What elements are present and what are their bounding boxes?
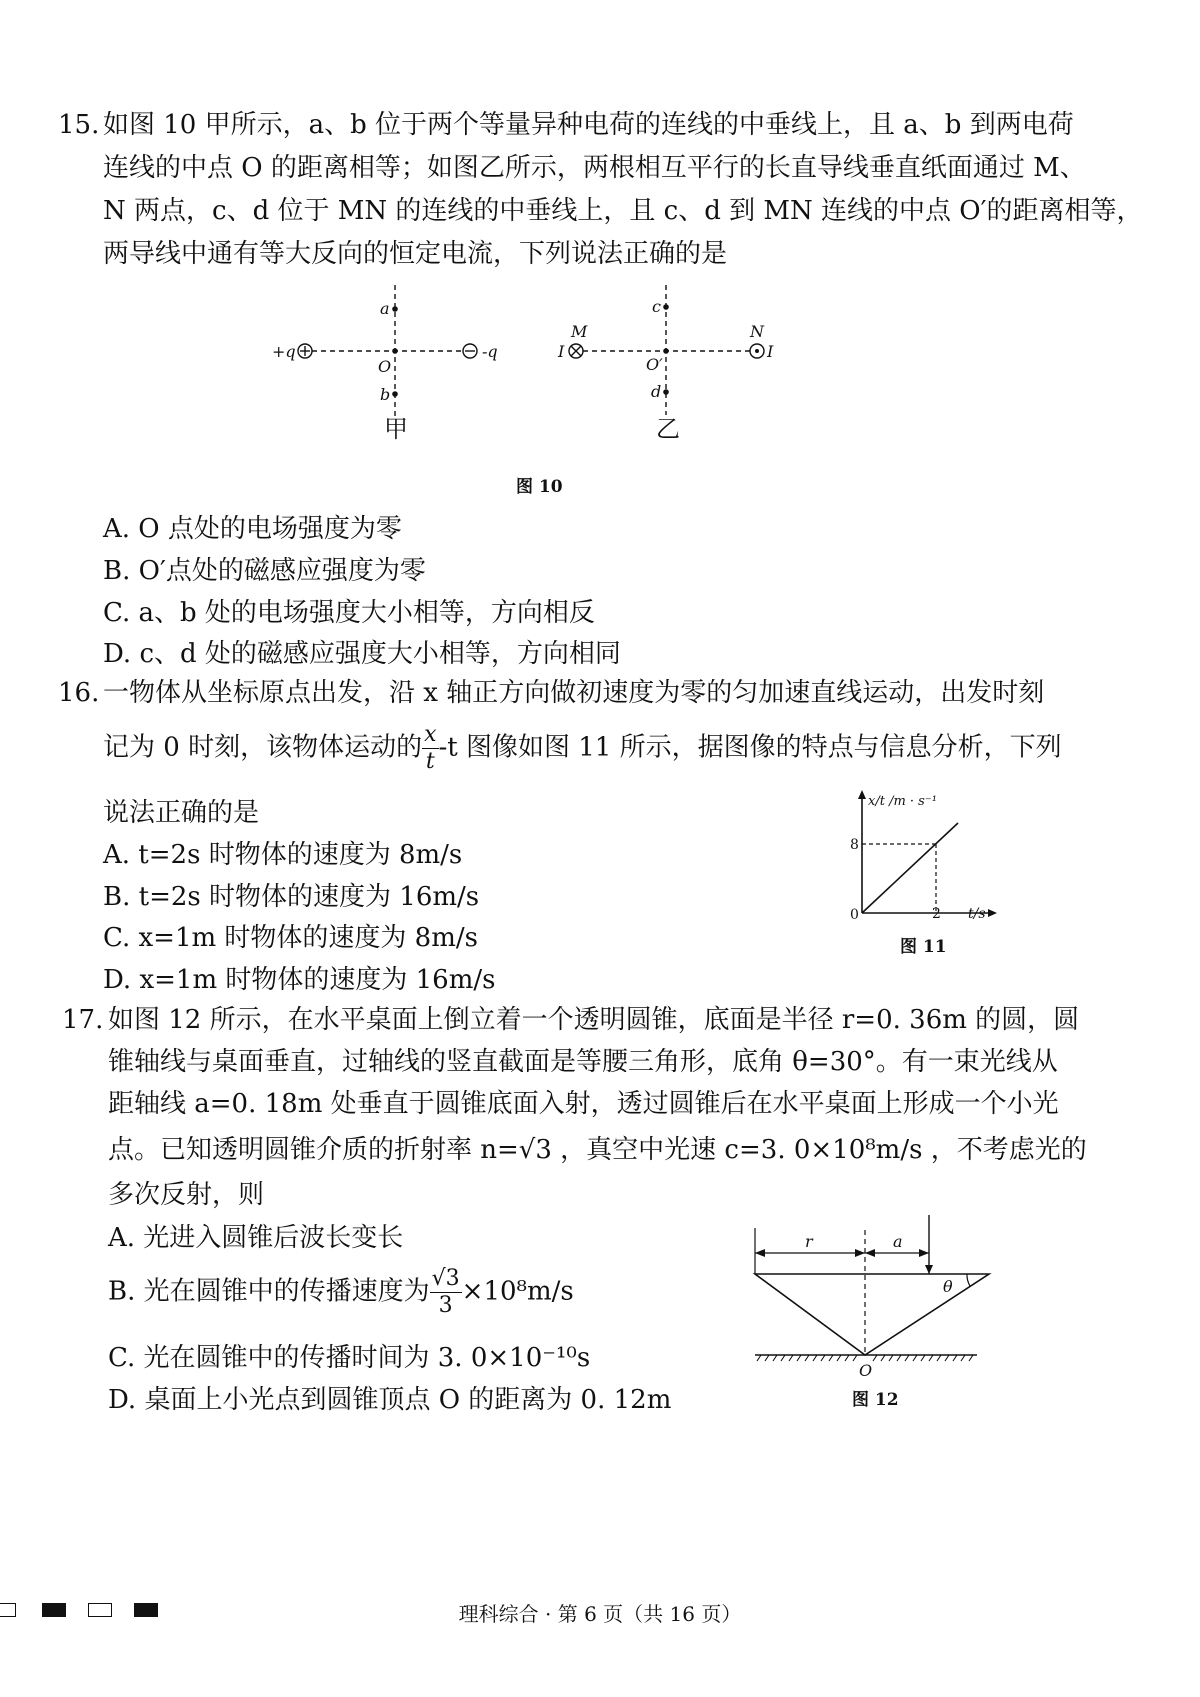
q16-option-c: C. x=1m 时物体的速度为 8m/s <box>103 923 478 953</box>
q17-number: 17. <box>62 1005 104 1035</box>
q17-optb-pre: B. 光在圆锥中的传播速度为 <box>108 1276 430 1307</box>
frac-den: t <box>425 749 435 774</box>
page-footer: 理科综合 · 第 6 页（共 16 页） <box>458 1602 742 1626</box>
label-theta: θ <box>943 1277 953 1296</box>
figure-11-caption: 图 11 <box>900 937 947 957</box>
figure-11 <box>840 785 1010 935</box>
q16-option-b: B. t=2s 时物体的速度为 16m/s <box>103 882 480 912</box>
q16-stem-line-1: 一物体从坐标原点出发，沿 x 轴正方向做初速度为零的匀加速直线运动，出发时刻 <box>103 678 1045 708</box>
q15-stem-line-2: 连线的中点 O 的距离相等；如图乙所示，两根相互平行的长直导线垂直纸面通过 M、 <box>103 153 1086 183</box>
xt-line <box>862 823 958 913</box>
q16-line2-post: -t 图像如图 11 所示，据图像的特点与信息分析，下列 <box>438 732 1062 763</box>
point-b <box>392 391 398 397</box>
figure-12 <box>745 1210 1005 1380</box>
figure-10-right <box>557 285 774 443</box>
point-c <box>663 304 669 310</box>
q15-option-c: C. a、b 处的电场强度大小相等，方向相反 <box>103 598 595 628</box>
q15-stem-line-4: 两导线中通有等大反向的恒定电流，下列说法正确的是 <box>103 239 728 269</box>
q17-option-d: D. 桌面上小光点到圆锥顶点 O 的距离为 0. 12m <box>108 1385 672 1415</box>
q15-number: 15. <box>58 110 100 140</box>
q17-option-a: A. 光进入圆锥后波长变长 <box>108 1223 404 1253</box>
q16-stem-line-2 <box>103 722 1062 782</box>
point-d <box>663 389 669 395</box>
point-o-prime <box>663 348 669 354</box>
optb-num: √3 <box>431 1266 460 1291</box>
label-d: d <box>651 382 662 401</box>
label-a: a <box>893 1232 903 1251</box>
frac-num: x <box>424 722 437 747</box>
q17-optb-post: ×10⁸m/s <box>461 1276 574 1307</box>
label-i-left: I <box>558 342 565 361</box>
q15-stem-line-1: 如图 10 甲所示，a、b 位于两个等量异种电荷的连线的中垂线上，且 a、b 到两电荷 <box>103 110 1074 140</box>
label-n: N <box>750 322 764 341</box>
label-b: b <box>380 385 391 404</box>
origin-0: 0 <box>850 907 859 923</box>
q15-stem-line-3: N 两点，c、d 位于 MN 的连线的中垂线上，且 c、d 到 MN 连线的中点 O′的距离相等， <box>103 196 1143 226</box>
label-r: r <box>805 1232 813 1251</box>
figure-10-caption: 图 10 <box>516 477 563 497</box>
q16-option-a: A. t=2s 时物体的速度为 8m/s <box>103 840 463 870</box>
label-neg-charge: -q <box>482 342 498 361</box>
label-i-right: I <box>767 342 774 361</box>
label-c: c <box>652 297 661 316</box>
point-o <box>392 348 398 354</box>
q16-number: 16. <box>58 678 100 708</box>
q17-option-b <box>108 1266 574 1326</box>
figure-12-caption: 图 12 <box>852 1390 899 1410</box>
xlabel: t/s <box>968 906 986 922</box>
q17-stem-line-2: 锥轴线与桌面垂直，过轴线的竖直截面是等腰三角形，底角 θ=30°。有一束光线从 <box>108 1047 1058 1077</box>
q16-option-d: D. x=1m 时物体的速度为 16m/s <box>103 965 496 995</box>
q15-option-a: A. O 点处的电场强度为零 <box>103 514 402 544</box>
q16-line2-pre: 记为 0 时刻，该物体运动的 <box>103 732 423 763</box>
label-o: O <box>378 357 392 376</box>
x-over-t-fraction <box>422 722 438 775</box>
figure-10-left <box>272 285 498 443</box>
label-pos-charge: +q <box>272 342 296 361</box>
label-o-prime: O′ <box>646 355 663 374</box>
label-m: M <box>571 322 588 341</box>
inverted-cone <box>755 1274 989 1355</box>
x-tick-2: 2 <box>932 906 941 922</box>
q17-stem-line-5: 多次反射，则 <box>108 1180 265 1210</box>
q17-stem-line-1: 如图 12 所示，在水平桌面上倒立着一个透明圆锥，底面是半径 r=0. 36m 的圆，圆 <box>108 1005 1080 1035</box>
sublabel-yi: 乙 <box>656 415 680 443</box>
label-a: a <box>380 299 390 318</box>
q17-option-c: C. 光在圆锥中的传播时间为 3. 0×10⁻¹⁰s <box>108 1343 591 1373</box>
optb-den: 3 <box>438 1293 453 1318</box>
y-tick-8: 8 <box>850 837 859 853</box>
label-o: O <box>859 1361 873 1380</box>
q17-stem-line-3: 距轴线 a=0. 18m 处垂直于圆锥底面入射，透过圆锥后在水平桌面上形成一个小光 <box>108 1089 1059 1119</box>
ylabel: x/t /m · s⁻¹ <box>868 794 937 809</box>
q16-stem-line-3: 说法正确的是 <box>103 798 260 828</box>
q15-option-b: B. O′点处的磁感应强度为零 <box>103 556 426 586</box>
figure-10 <box>260 280 800 450</box>
point-a <box>392 306 398 312</box>
sublabel-jia: 甲 <box>384 415 408 443</box>
sqrt3-over-3-fraction <box>430 1266 462 1319</box>
q17-stem-line-4: 点。已知透明圆锥介质的折射率 n=√3 ，真空中光速 c=3. 0×10⁸m/s ，不考虑光的 <box>108 1135 1087 1165</box>
q15-option-d: D. c、d 处的磁感应强度大小相等，方向相同 <box>103 639 621 669</box>
